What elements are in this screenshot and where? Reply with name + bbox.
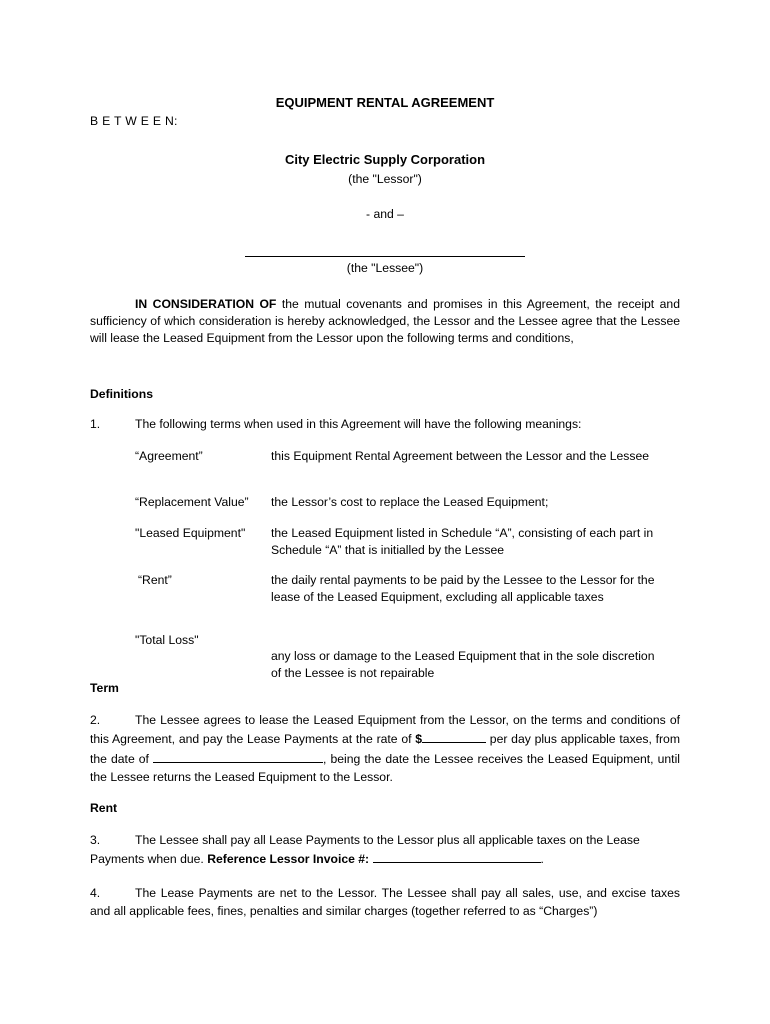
definition-meaning: this Equipment Rental Agreement between the Lessor and the Lessee [271, 449, 650, 463]
section-4-paragraph [90, 884, 680, 920]
section-2-paragraph [90, 711, 680, 786]
consideration-text: the mutual covenants and promises in this Agreement, the receipt and sufficiency of which consideration is hereby acknowledged, the Lessor and the Lessee agree that the Lessee will lease the Leased Equipment from the Lessor upon the following terms and conditions, [90, 297, 680, 345]
section-3-end: . [540, 852, 544, 866]
definition-meaning: the Leased Equipment listed in Schedule “A”, consisting of each part in Schedule “A” that is initialled by the Lessee [271, 526, 654, 557]
section-1-number: 1. [90, 417, 101, 431]
definition-meaning: the daily rental payments to be paid by the Lessee to the Lessor for the lease of the Leased Equipment, excluding all applicable taxes [271, 573, 655, 604]
definition-term: "Leased Equipment" [135, 526, 246, 540]
document-title: EQUIPMENT RENTAL AGREEMENT [275, 95, 495, 110]
lessee-name-field[interactable] [245, 256, 525, 257]
consideration-lead: IN CONSIDERATION OF [135, 297, 277, 311]
definition-meaning: any loss or damage to the Leased Equipment that in the sole discretion of the Lessee is not repairable [271, 649, 655, 680]
section-2-number: 2. [90, 713, 101, 727]
section-3-number: 3. [90, 833, 101, 847]
section-4-number: 4. [90, 886, 101, 900]
start-date-field[interactable] [153, 749, 323, 763]
lessor-name: City Electric Supply Corporation [284, 152, 486, 167]
definition-meaning: the Lessor’s cost to replace the Leased Equipment; [271, 495, 549, 509]
section-1-text: The following terms when used in this Agreement will have the following meanings: [135, 417, 582, 431]
section-3-paragraph [90, 831, 680, 868]
section-4-text: The Lease Payments are net to the Lessor. The Lessee shall pay all sales, use, and excise taxes and all applicable fees, fines, penalties and similar charges (together referred to as “Charges”) [90, 886, 680, 918]
section-3-text: The Lessee shall pay all Lease Payments to the Lessor plus all applicable taxes on the Lease Payments when due. [90, 833, 640, 866]
and-separator: - and – [366, 207, 404, 221]
section-2-text: , being the date the Lessee receives the Leased Equipment, until the Lessee returns the Leased Equipment to the Lessor. [90, 751, 680, 784]
definitions-heading: Definitions [90, 387, 153, 401]
rent-heading: Rent [90, 801, 118, 815]
definition-term: “Replacement Value” [135, 495, 249, 509]
term-heading: Term [90, 681, 119, 695]
definition-term: "Total Loss" [135, 633, 199, 647]
between-label: B E T W E E N: [90, 114, 178, 128]
invoice-number-field[interactable] [373, 849, 541, 863]
definition-term: “Agreement” [135, 449, 203, 463]
lessor-role: (the "Lessor") [348, 172, 422, 186]
invoice-reference-label: Reference Lessor Invoice #: [207, 852, 370, 866]
lessee-role: (the "Lessee") [346, 261, 424, 275]
section-2-text: The Lessee agrees to lease the Leased Equipment from the Lessor, on the terms and conditions of this Agreement, and pay the Lease Payments at the rate of [90, 713, 680, 747]
rate-field[interactable] [422, 729, 486, 743]
consideration-paragraph [90, 296, 680, 347]
rate-dollar-sign: $ [415, 732, 423, 747]
definition-term: “Rent” [138, 573, 172, 587]
section-2-text: per day plus applicable taxes, from the date of [90, 732, 680, 766]
